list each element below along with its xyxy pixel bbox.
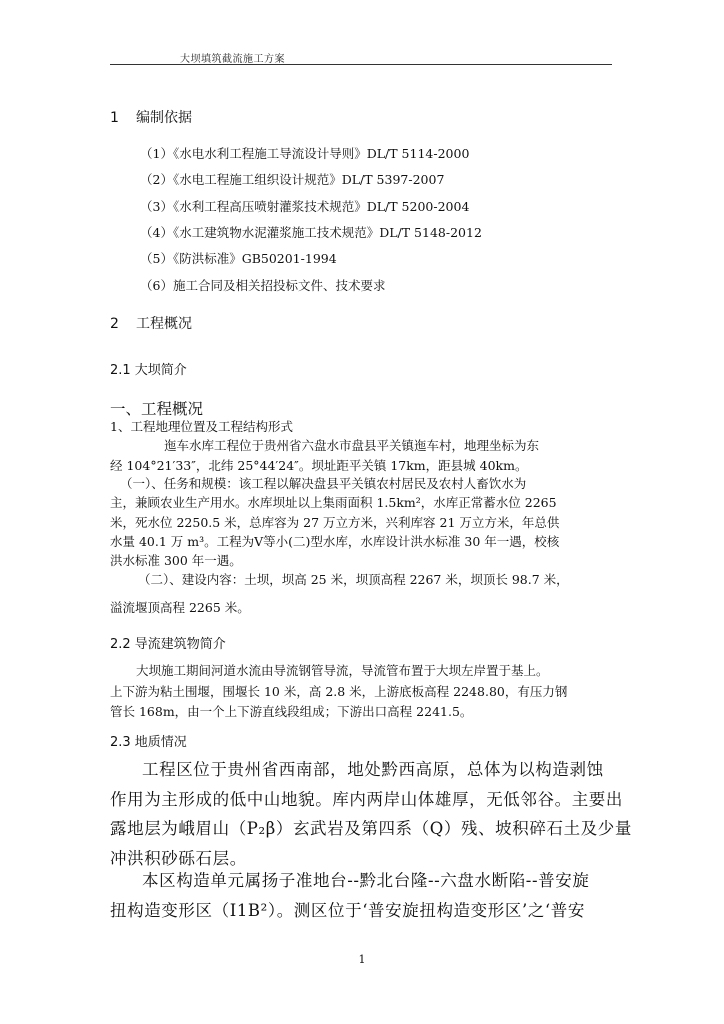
section-1-title: 编制依据	[136, 110, 192, 126]
section-1-number: 1	[110, 110, 119, 126]
reference-item-1: （1）《水电水利工程施工导流设计导则》DL/T 5114-2000	[140, 146, 470, 161]
paragraph-line: （二）、建设内容：土坝，坝高 25 米，坝顶高程 2267 米，坝顶长 98.7 米，	[138, 572, 569, 587]
running-header: 大坝填筑截流施工方案	[180, 54, 285, 65]
subsection-2-3-title: 2.3 地质情况	[110, 735, 187, 750]
reference-item-6: （6）施工合同及相关招投标文件、技术要求	[140, 278, 386, 293]
paragraph-line: 管长 168m，由一个上下游直线段组成；下游出口高程 2241.5。	[110, 704, 473, 719]
paragraph-line: （一）、任务和规模：该工程以解决盘县平关镇农村居民及农村人畜饮水为	[120, 476, 527, 491]
header-rule	[110, 64, 612, 65]
section-2-heading	[110, 313, 192, 333]
reference-item-3: （3）《水利工程高压喷射灌浆技术规范》DL/T 5200-2004	[140, 199, 470, 214]
paragraph-line: 冲洪积砂砾石层。	[110, 849, 247, 868]
paragraph-line: 大坝施工期间河道水流由导流钢管导流，导流管布置于大坝左岸置于基上。	[136, 663, 549, 678]
paragraph-line: 上下游为粘土围堰，围堰长 10 米，高 2.8 米，上游底板高程 2248.80，有压力钢	[110, 684, 568, 699]
reference-item-2: （2）《水电工程施工组织设计规范》DL/T 5397-2007	[140, 172, 445, 187]
subsection-2-2-title: 2.2 导流建筑物简介	[110, 637, 226, 652]
paragraph-line: 迤车水库工程位于贵州省六盘水市盘县平关镇迤车村，地理坐标为东	[164, 438, 540, 453]
page-number: 1	[358, 953, 366, 966]
paragraph-line: 溢流堰顶高程 2265 米。	[110, 600, 250, 615]
section-1-heading	[110, 107, 192, 127]
reference-item-5: （5）《防洪标准》GB50201-1994	[140, 251, 337, 266]
paragraph-line: 本区构造单元属扬子准地台--黔北台隆--六盘水断陷--普安旋	[142, 871, 590, 890]
section-2-title: 工程概况	[136, 316, 192, 332]
section-2-number: 2	[110, 316, 119, 332]
paragraph-line: 工程区位于贵州省西南部，地处黔西高原，总体为以构造剥蚀	[142, 760, 604, 779]
paragraph-line: 作用为主形成的低中山地貌。库内两岸山体雄厚，无低邻谷。主要出	[110, 790, 623, 809]
paragraph-line: 扭构造变形区（Ⅰ1B²）。测区位于‘普安旋扭构造变形区’之‘普安	[110, 901, 585, 920]
paragraph-line: 经 104°21′33″，北纬 25°44′24″。坝址距平关镇 17km，距县城 40km。	[110, 458, 528, 473]
paragraph-line: 水量 40.1 万 m³。工程为Ⅴ等小(二)型水库，水库设计洪水标准 30 年一遇，校核	[110, 534, 560, 549]
paragraph-line: 露地层为峨眉山（P₂β）玄武岩及第四系（Q）残、坡积碎石土及少量	[110, 819, 632, 838]
subsection-2-1-title: 2.1 大坝简介	[110, 363, 187, 378]
paragraph-line: 米，死水位 2250.5 米，总库容为 27 万立方米，兴利库容 21 万立方米，年总供	[110, 515, 560, 530]
overview-title: 一、工程概况	[110, 400, 204, 418]
paragraph-line: 主，兼顾农业生产用水。水库坝址以上集雨面积 1.5km²，水库正常蓄水位 2265	[110, 495, 557, 510]
location-subtitle: 1、工程地理位置及工程结构形式	[110, 419, 293, 434]
reference-item-4: （4）《水工建筑物水泥灌浆施工技术规范》DL/T 5148-2012	[140, 225, 482, 240]
paragraph-line: 洪水标准 300 年一遇。	[110, 553, 242, 568]
